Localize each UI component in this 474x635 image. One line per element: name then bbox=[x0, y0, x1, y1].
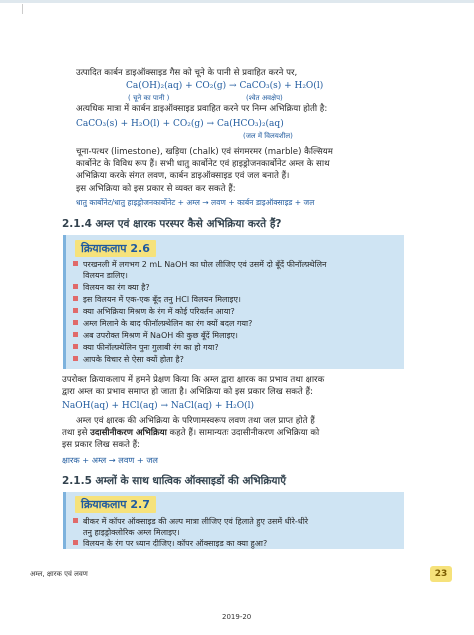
equation-note: (जल में विलयशील) bbox=[243, 132, 293, 140]
activity-item: इस विलयन में एक-एक बूँद तनु HCl विलयन मिलाइए। bbox=[73, 294, 241, 305]
paragraph-line: इस अभिक्रिया को इस प्रकार से व्यक्त कर सकते हैं: bbox=[76, 184, 236, 194]
activity-item: अब उपरोक्त मिश्रण में NaOH की कुछ बूँदें मिलाइए। bbox=[73, 330, 238, 341]
bullet-icon bbox=[73, 344, 78, 349]
bullet-icon bbox=[73, 332, 78, 337]
page-number: 23 bbox=[430, 566, 452, 582]
activity-item: आपके विचार से ऐसा क्यों होता है? bbox=[73, 354, 184, 365]
paragraph-line: अत्यधिक मात्रा में कार्बन डाइऑक्साइड प्रवाहित करने पर निम्न अभिक्रिया होती है: bbox=[76, 104, 328, 114]
bullet-icon bbox=[73, 540, 78, 545]
paragraph-line: चूना-पत्थर (limestone), खड़िया (chalk) एवं संगमरमर (marble) कैल्सियम bbox=[76, 147, 333, 157]
equation-neutralisation: NaOH(aq) + HCl(aq) → NaCl(aq) + H₂O(l) bbox=[62, 401, 255, 411]
activity-title: क्रियाकलाप 2.6 bbox=[75, 240, 156, 257]
bullet-icon bbox=[73, 356, 78, 361]
bullet-icon bbox=[73, 308, 78, 313]
activity-item: बीकर में कॉपर ऑक्साइड की अल्प मात्रा लीजिए एवं हिलाते हुए उसमें धीरे-धीरे bbox=[73, 516, 308, 527]
word-equation-neutralisation: क्षारक + अम्ल → लवण + जल bbox=[62, 455, 158, 465]
paragraph-line: द्वारा अम्ल का प्रभाव समाप्त हो जाता है। अभिक्रिया को इस प्रकार लिख सकते हैं: bbox=[62, 387, 313, 397]
equation-limewater: Ca(OH)₂(aq) + CO₂(g) → CaCO₃(s) + H₂O(l) bbox=[126, 81, 324, 91]
top-border bbox=[0, 0, 474, 3]
footer-chapter-title: अम्ल, क्षारक एवं लवण bbox=[30, 570, 88, 578]
activity-item: क्या फीनॉल्फ़्थेलिन पुनः गुलाबी रंग का हो गया? bbox=[73, 342, 219, 353]
paragraph-line: उपरोक्त क्रियाकलाप में हमने प्रेक्षण किया कि अम्ल द्वारा क्षारक का प्रभाव तथा क्षारक bbox=[62, 375, 325, 385]
bullet-icon bbox=[73, 261, 78, 266]
activity-item-continuation: विलयन डालिए। bbox=[83, 271, 128, 280]
section-heading: 2.1.4 अम्ल एवं क्षारक परस्पर कैसे अभिक्रिया करते हैं? bbox=[62, 218, 282, 230]
activity-item: अम्ल मिलाने के बाद फीनॉल्फ़्थेलिन का रंग क्यों बदल गया? bbox=[73, 318, 252, 329]
equation-note: (श्वेत अवक्षेप) bbox=[246, 94, 283, 102]
activity-item: क्या अभिक्रिया मिश्रण के रंग में कोई परिवर्तन आया? bbox=[73, 306, 235, 317]
bullet-icon bbox=[73, 284, 78, 289]
paragraph-line: अम्ल एवं क्षारक की अभिक्रिया के परिणामस्वरूप लवण तथा जल प्राप्त होते हैं bbox=[76, 416, 315, 426]
paragraph-line: कार्बोनेट के विविध रूप हैं। सभी धातु कार्बोनेट एवं हाइड्रोजनकार्बोनेट अम्ल के साथ bbox=[76, 159, 330, 169]
bullet-icon bbox=[73, 320, 78, 325]
activity-item: विलयन का रंग क्या है? bbox=[73, 282, 150, 293]
margin-tick bbox=[22, 4, 23, 14]
equation-excess-co2: CaCO₃(s) + H₂O(l) + CO₂(g) → Ca(HCO₃)₂(aq) bbox=[76, 119, 284, 129]
activity-item: परखनली में लगभग 2 mL NaOH का घोल लीजिए एवं उसमें दो बूँदें फीनॉल्फ़्थेलिन bbox=[73, 259, 327, 270]
section-heading: 2.1.5 अम्लों के साथ धात्विक ऑक्साइडों की अभिक्रियाएँ bbox=[62, 475, 286, 487]
equation-note: ( चूने का पानी ) bbox=[128, 94, 170, 102]
activity-item: विलयन के रंग पर ध्यान दीजिए। कॉपर ऑक्साइड का क्या हुआ? bbox=[73, 538, 267, 549]
paragraph-line: अभिक्रिया करके संगत लवण, कार्बन डाइऑक्साइड एवं जल बनाते हैं। bbox=[76, 171, 290, 181]
footer-year: 2019-20 bbox=[222, 613, 252, 621]
bullet-icon bbox=[73, 296, 78, 301]
bullet-icon bbox=[73, 518, 78, 523]
paragraph-line: उत्पादित कार्बन डाइऑक्साइड गैस को चूने के पानी से प्रवाहित करने पर, bbox=[76, 68, 298, 78]
activity-title: क्रियाकलाप 2.7 bbox=[75, 496, 156, 513]
key-term: उदासीनीकरण अभिक्रिया bbox=[90, 428, 167, 438]
paragraph-line: इस प्रकार लिख सकते हैं: bbox=[62, 440, 141, 450]
paragraph-line: तथा इसे उदासीनीकरण अभिक्रिया कहते हैं। सामान्यतः उदासीनीकरण अभिक्रिया को bbox=[62, 428, 320, 438]
activity-item-continuation: तनु हाइड्रोक्लोरिक अम्ल मिलाइए। bbox=[83, 528, 180, 537]
word-equation-carbonate: धातु कार्बोनेट/धातु हाइड्रोजनकार्बोनेट + अम्ल → लवण + कार्बन डाइऑक्साइड + जल bbox=[76, 198, 315, 207]
